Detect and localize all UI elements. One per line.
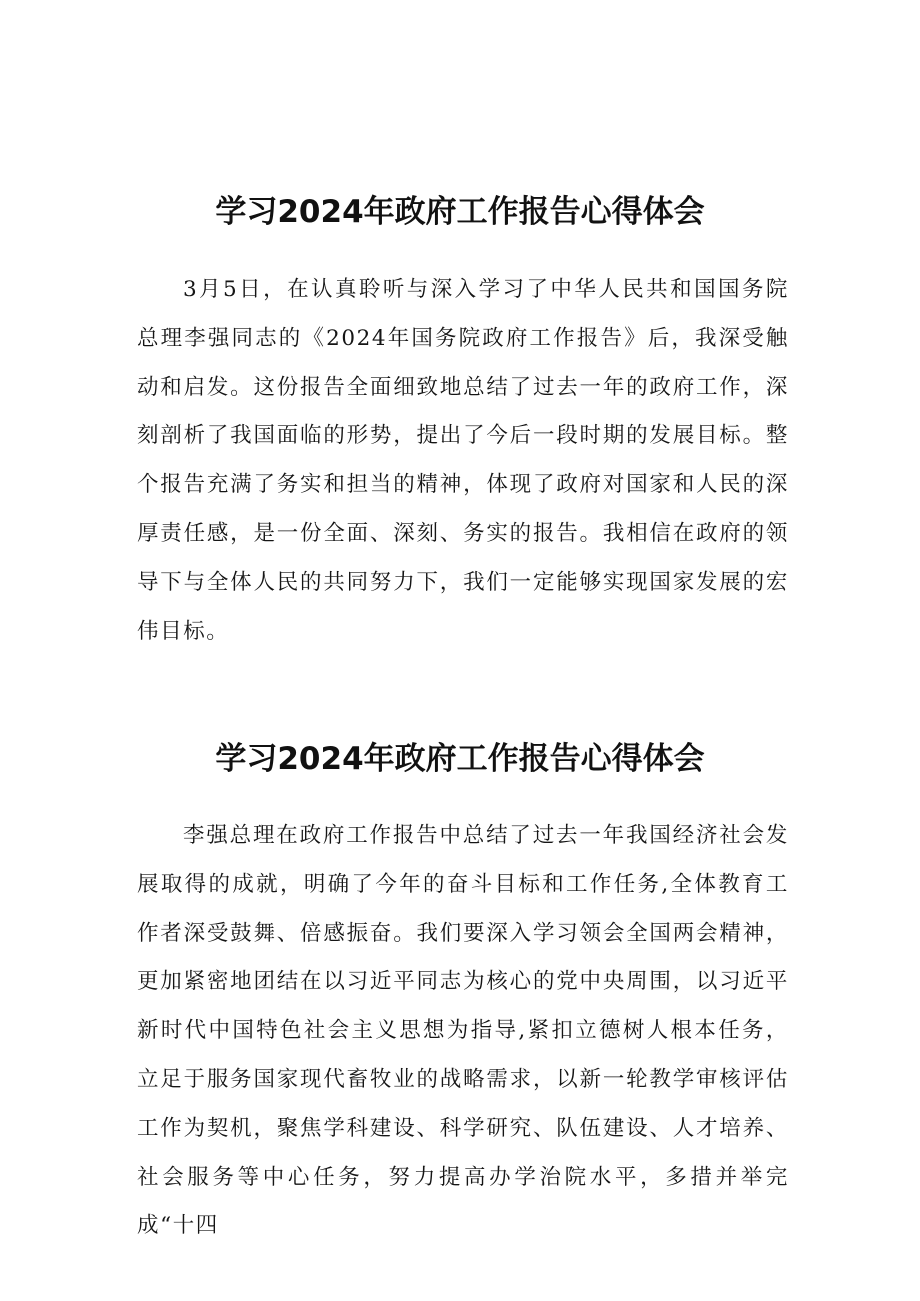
section-title: 学习2024年政府工作报告心得体会	[215, 740, 705, 777]
section-paragraph: 李强总理在政府工作报告中总结了过去一年我国经济社会发展取得的成就，明确了今年的奋斗目标和工作任务,全体教育工作者深受鼓舞、倍感振奋。我们要深入学习领会全国两会精神，更加紧密地团结在以习近平同志为核心的党中央周围，以习近平新时代中国特色社会主义思想为指导,紧扣立德树人根本任务，立足于服务国家现代畜牧业的战略需求，以新一轮教学审核评估工作为契机，聚焦学科建设、科学研究、队伍建设、人才培养、社会服务等中心任务，努力提高办学治院水平，多措并举完成“十四	[137, 823, 789, 1239]
section-paragraph: 3月5日，在认真聆听与深入学习了中华人民共和国国务院总理李强同志的《2024年国务院政府工作报告》后，我深受触动和启发。这份报告全面细致地总结了过去一年的政府工作，深刻剖析了我国面临的形势，提出了今后一段时期的发展目标。整个报告充满了务实和担当的精神，体现了政府对国家和人民的深厚责任感，是一份全面、深刻、务实的报告。我相信在政府的领导下与全体人民的共同努力下，我们一定能够实现国家发展的宏伟目标。	[137, 277, 789, 644]
section-title: 学习2024年政府工作报告心得体会	[215, 193, 705, 230]
